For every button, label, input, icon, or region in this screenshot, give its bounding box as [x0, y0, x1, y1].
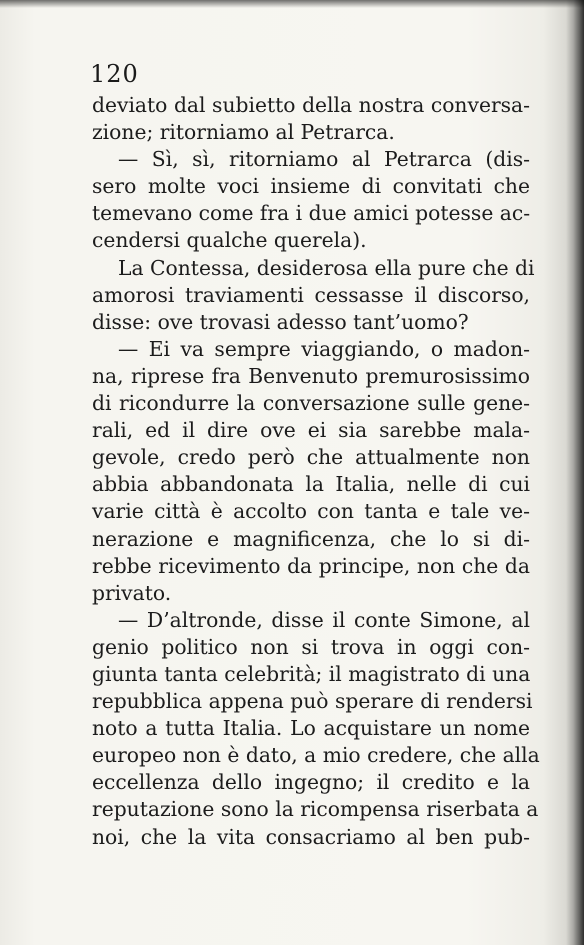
text-line: eccellenza dello ingegno; il credito e la: [92, 770, 530, 795]
text-line: privato.: [92, 580, 172, 605]
body-text: [92, 92, 540, 851]
text-line: zione; ritorniamo al Petrarca.: [92, 120, 395, 145]
text-line: giunta tanta celebrità; il magistrato di una: [92, 661, 531, 686]
text-line: amorosi traviamenti cessasse il discorso,: [92, 282, 530, 307]
text-line: La Contessa, desiderosa ella pure che di: [118, 255, 535, 280]
text-line: rali, ed il dire ove ei sia sarebbe mala-: [92, 418, 530, 443]
text-line: noto a tutta Italia. Lo acquistare un nome: [92, 716, 530, 741]
text-line: — Ei va sempre viaggiando, o madon-: [118, 336, 530, 361]
text-line: reputazione sono la ricompensa riserbata a: [92, 797, 539, 822]
text-line: repubblica appena può sperare di rendersi: [92, 689, 533, 714]
text-line: — D’altronde, disse il conte Simone, al: [118, 607, 530, 632]
text-line: europeo non è dato, a mio credere, che alla: [92, 743, 540, 768]
text-line: abbia abbandonata la Italia, nelle di cui: [92, 472, 530, 497]
text-line: disse: ove trovasi adesso tant’uomo?: [92, 309, 469, 334]
text-line: na, riprese fra Benvenuto premurosissimo: [92, 363, 530, 388]
text-line: noi, che la vita consacriamo al ben pub-: [92, 824, 530, 849]
text-line: di ricondurre la conversazione sulle gene-: [92, 391, 530, 416]
page-binding-shadow: [566, 0, 584, 945]
page-number: 120: [90, 60, 139, 88]
text-line: cendersi qualche querela).: [92, 228, 367, 253]
text-line: rebbe ricevimento da principe, non che da: [92, 553, 530, 578]
text-line: deviato dal subietto della nostra conversa-: [92, 93, 530, 117]
text-line: gevole, credo però che attualmente non: [92, 445, 530, 470]
text-line: varie città è accolto con tanta e tale ve-: [92, 499, 530, 524]
text-line: temevano come fra i due amici potesse ac-: [92, 201, 531, 226]
page-top-shadow: [0, 0, 584, 8]
text-line: genio politico non si trova in oggi con-: [92, 634, 530, 659]
text-line: sero molte voci insieme di convitati che: [92, 174, 530, 199]
text-line: — Sì, sì, ritorniamo al Petrarca (dis-: [118, 147, 530, 172]
text-line: nerazione e magnificenza, che lo si di-: [92, 526, 530, 551]
